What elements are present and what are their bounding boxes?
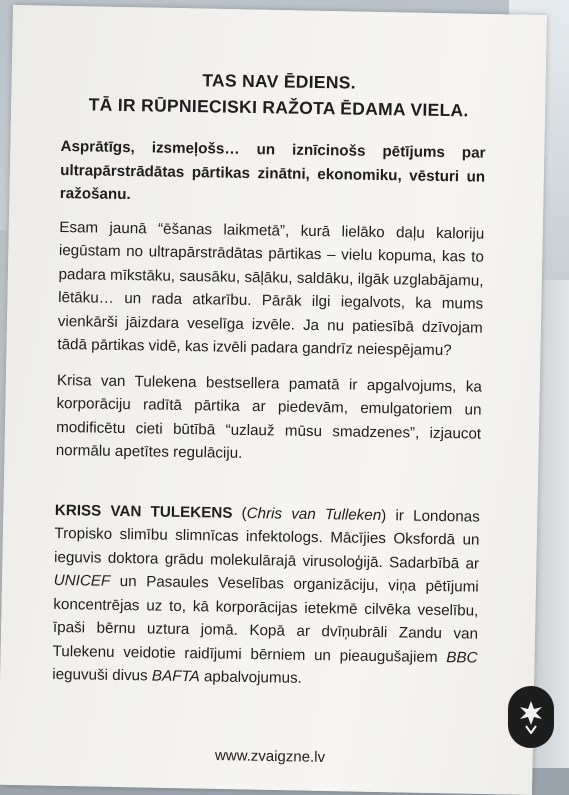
cover-text — [52, 55, 487, 705]
body-paragraph-2: Krisa van Tulekena bestsellera pamatā ir apgalvojums, ka korporāciju radītā pārtika ar piedevām, emulgatoriem un modificētu cieti būtībā “uzlauž mūsu smadzenes”, izjaucot normālu apetītes regulāciju. — [55, 371, 482, 462]
bbc-text: BBC — [446, 648, 478, 667]
author-bio: KRISS VAN TULEKENS (Chris van Tulleken) ir Londonas Tropisko slimību slimnīcas infektologs. Mācījies Oksfordā un ieguvis doktora grādu molekulārajā virusoloģijā. Sadarbībā ar UNICEF un Pasaules Veselības organizāciju, viņa pētījumi koncentrējas uz to, kā korporācijas ietekmē cilvēka veselību, īpaši bērnu uztura jomā. Kopā ar dvīņubrāli Zandu van Tulekenu veidotie raidījumi bērniem un pieaugušajiem BBC ieguvuši divus BAFTA apbalvojumus. — [52, 501, 480, 687]
unicef-text: UNICEF — [53, 571, 111, 590]
body-paragraph-1: Esam jaunā “ēšanas laikmetā”, kurā lielāko daļu kaloriju iegūstam no ultrapārstrādātas pārtikas – vielu kopuma, kas to padara mīkstāku, sausāku, sāļāku, saldāku, ilgāk uzglabājamu, lētāku… un rada atkarību. Pārāk ilgi iegalvots, ka mums vienkārši jāizdara veselīga izvēle. Ja nu patiesībā dzīvojam tādā pārtikas vidē, kas izvēli padara gandrīz neiespējamu? — [57, 218, 485, 360]
author-bio-part-2: un Pasaules Veselības organizāciju, viņa pētījumi koncentrējas uz to, kā korporācijas ietekmē cilvēka veselību, īpaši bērnu uztura jomā. Kopā ar dvīņubrāli Zandu van Tulekenu veidotie raidījumi bērniem un pieaugušajiem — [52, 572, 479, 666]
bafta-text: BAFTA — [151, 667, 200, 686]
author-name: KRISS VAN TULEKENS — [54, 501, 233, 522]
headline — [71, 65, 487, 124]
author-bio-part-4: apbalvojumus. — [199, 668, 302, 687]
watermark-badge — [508, 686, 554, 748]
author-original-name: Chris van Tulleken — [246, 504, 382, 524]
headline-line-2: TĀ IR RŪPNIECISKI RAŽOTA ĒDAMA VIELA. — [88, 94, 469, 121]
author-bio-part-1: ) ir Londonas Tropisko slimību slimnīcas infektologs. Mācījies Oksfordā un ieguvis doktora grādu molekulārajā virusoloģijā. Sadarbībā ar — [53, 506, 480, 573]
lead-paragraph: Asprātīgs, izsmeļošs… un iznīcinošs pētījums par ultrapārstrādātas pārtikas zinātni, ekonomiku, vēsturi un ražošanu. — [59, 137, 486, 204]
star-emblem-icon — [516, 700, 546, 734]
author-bio-part-3: ieguvuši divus — [52, 665, 153, 685]
headline-line-1: TAS NAV ĒDIENS. — [202, 70, 357, 93]
publisher-website: www.zvaigzne.lv — [214, 747, 326, 766]
